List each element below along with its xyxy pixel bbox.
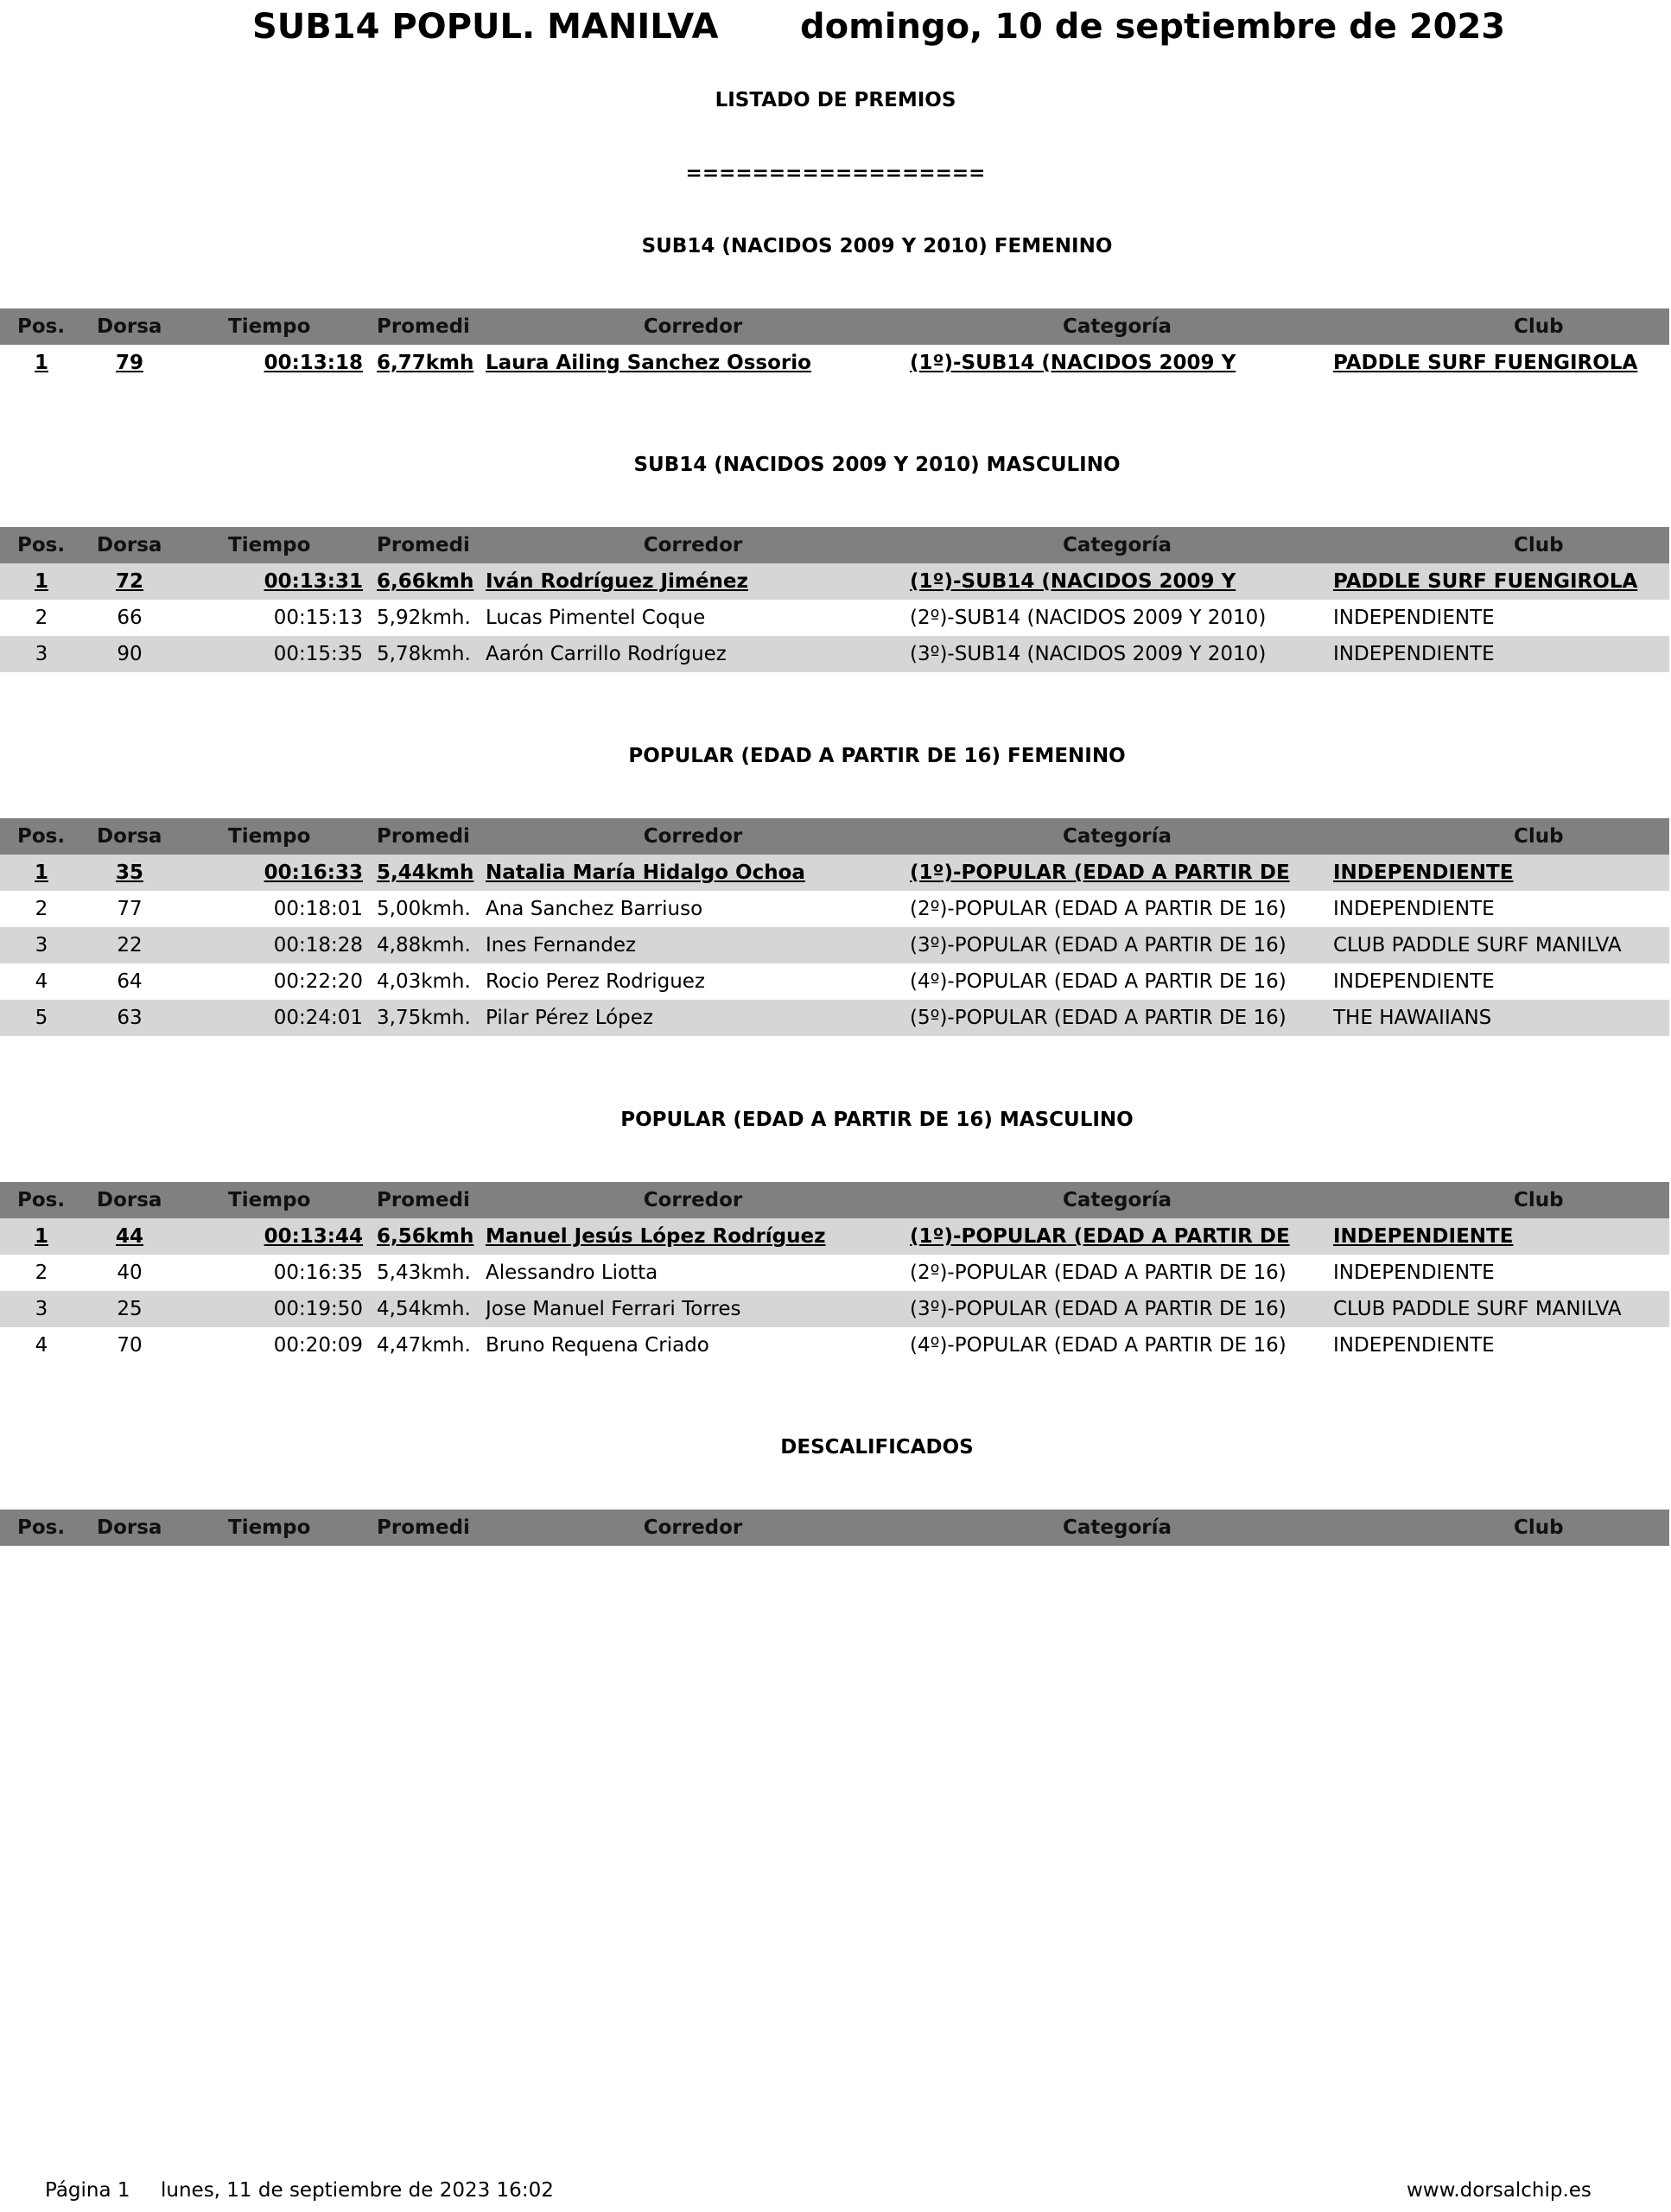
cell-club: INDEPENDIENTE [1333,861,1514,884]
cell-club: CLUB PADDLE SURF MANILVA [1333,934,1622,957]
cell-pos: 1 [34,861,48,884]
results-table [0,818,1669,1036]
cell-corredor: Rocio Perez Rodriguez [486,970,705,993]
cell-categoria: (1º)-SUB14 (NACIDOS 2009 Y [910,352,1236,374]
header-promedio: Promedi [377,1516,470,1539]
cell-corredor: Iván Rodríguez Jiménez [486,570,748,593]
cell-categoria: (2º)-POPULAR (EDAD A PARTIR DE 16) [910,1262,1287,1284]
header-club: Club [1514,315,1564,338]
cell-dorsa: 66 [117,607,143,629]
cell-pos: 2 [35,1262,48,1284]
cell-dorsa: 72 [115,570,143,593]
event-name: SUB14 POPUL. MANILVA [252,7,719,47]
report-subtitle: LISTADO DE PREMIOS [715,89,956,111]
cell-corredor: Aarón Carrillo Rodríguez [486,643,727,665]
cell-club: INDEPENDIENTE [1333,970,1495,993]
header-club: Club [1514,1189,1564,1211]
cell-promedio: 6,66kmh [377,570,474,593]
header-club: Club [1514,1516,1564,1539]
cell-promedio: 5,43kmh. [377,1262,471,1284]
cell-tiempo: 00:15:13 [273,607,363,629]
cell-pos: 1 [34,1225,48,1248]
cell-pos: 1 [34,570,48,593]
cell-promedio: 6,77kmh [377,352,474,374]
section-title: SUB14 (NACIDOS 2009 Y 2010) FEMENINO [641,235,1113,257]
header-tiempo: Tiempo [228,1516,311,1539]
cell-categoria: (2º)-SUB14 (NACIDOS 2009 Y 2010) [910,607,1267,629]
header-dorsa: Dorsa [97,1189,162,1211]
cell-tiempo: 00:19:50 [273,1298,363,1320]
header-club: Club [1514,534,1564,556]
section-title: SUB14 (NACIDOS 2009 Y 2010) MASCULINO [633,454,1121,476]
cell-club: PADDLE SURF FUENGIROLA [1333,570,1638,593]
results-table [0,1182,1669,1363]
table-header [0,1510,1669,1546]
header-tiempo: Tiempo [228,1189,311,1211]
cell-club: THE HAWAIIANS [1333,1007,1492,1029]
header-corredor: Corredor [643,1189,743,1211]
cell-corredor: Lucas Pimentel Coque [486,607,706,629]
header-categoria: Categoría [1062,534,1172,556]
cell-corredor: Manuel Jesús López Rodríguez [486,1225,826,1248]
cell-dorsa: 64 [117,970,143,993]
header-categoria: Categoría [1062,1189,1172,1211]
page-title [0,7,1671,59]
header-dorsa: Dorsa [97,315,162,338]
header-pos: Pos. [17,315,66,338]
table-row [0,1255,1669,1291]
header-club: Club [1514,825,1564,848]
section-title: POPULAR (EDAD A PARTIR DE 16) MASCULINO [620,1109,1134,1131]
cell-club: PADDLE SURF FUENGIROLA [1333,352,1638,374]
header-pos: Pos. [17,825,66,848]
cell-dorsa: 40 [117,1262,143,1284]
table-row [0,963,1669,1000]
cell-tiempo: 00:22:20 [273,970,363,993]
print-timestamp: lunes, 11 de septiembre de 2023 16:02 [161,2179,554,2202]
cell-tiempo: 00:15:35 [273,643,363,665]
cell-dorsa: 79 [115,352,143,374]
cell-dorsa: 90 [117,643,143,665]
cell-categoria: (2º)-POPULAR (EDAD A PARTIR DE 16) [910,898,1287,920]
table-header [0,1182,1669,1218]
cell-categoria: (3º)-POPULAR (EDAD A PARTIR DE 16) [910,934,1287,957]
cell-categoria: (5º)-POPULAR (EDAD A PARTIR DE 16) [910,1007,1287,1029]
event-date: domingo, 10 de septiembre de 2023 [800,7,1506,47]
table-row [0,563,1669,600]
header-promedio: Promedi [377,534,470,556]
cell-tiempo: 00:16:35 [273,1262,363,1284]
cell-dorsa: 22 [117,934,143,957]
cell-dorsa: 63 [117,1007,143,1029]
cell-corredor: Ana Sanchez Barriuso [486,898,703,920]
header-categoria: Categoría [1062,825,1172,848]
table-row [0,1327,1669,1363]
cell-promedio: 6,56kmh [377,1225,474,1248]
cell-promedio: 5,78kmh. [377,643,471,665]
header-tiempo: Tiempo [228,534,311,556]
cell-club: INDEPENDIENTE [1333,1225,1514,1248]
header-tiempo: Tiempo [228,315,311,338]
cell-tiempo: 00:13:31 [264,570,363,593]
cell-promedio: 5,00kmh. [377,898,471,920]
header-dorsa: Dorsa [97,1516,162,1539]
cell-corredor: Pilar Pérez López [486,1007,653,1029]
separator-line: ================== [685,162,986,185]
cell-pos: 1 [34,352,48,374]
cell-corredor: Laura Ailing Sanchez Ossorio [486,352,811,374]
header-dorsa: Dorsa [97,825,162,848]
cell-promedio: 5,44kmh [377,861,474,884]
cell-dorsa: 70 [117,1334,143,1357]
header-pos: Pos. [17,534,66,556]
cell-pos: 3 [35,1298,48,1320]
table-header [0,818,1669,855]
cell-club: INDEPENDIENTE [1333,643,1495,665]
header-promedio: Promedi [377,1189,470,1211]
cell-club: INDEPENDIENTE [1333,607,1495,629]
table-row [0,1000,1669,1036]
cell-pos: 2 [35,607,48,629]
cell-pos: 4 [35,970,48,993]
cell-categoria: (3º)-POPULAR (EDAD A PARTIR DE 16) [910,1298,1287,1320]
cell-dorsa: 25 [117,1298,143,1320]
page-number: Página 1 [45,2179,130,2202]
header-pos: Pos. [17,1189,66,1211]
cell-categoria: (1º)-SUB14 (NACIDOS 2009 Y [910,570,1236,593]
table-row [0,600,1669,636]
section-title: DESCALIFICADOS [780,1436,974,1459]
cell-pos: 5 [35,1007,48,1029]
cell-club: INDEPENDIENTE [1333,898,1495,920]
table-header [0,527,1669,563]
cell-corredor: Bruno Requena Criado [486,1334,709,1357]
cell-categoria: (1º)-POPULAR (EDAD A PARTIR DE [910,861,1290,884]
cell-tiempo: 00:16:33 [264,861,363,884]
header-pos: Pos. [17,1516,66,1539]
cell-corredor: Jose Manuel Ferrari Torres [486,1298,741,1320]
cell-promedio: 4,88kmh. [377,934,471,957]
header-corredor: Corredor [643,534,743,556]
cell-corredor: Natalia María Hidalgo Ochoa [486,861,805,884]
cell-tiempo: 00:13:18 [264,352,363,374]
header-corredor: Corredor [643,315,743,338]
table-row [0,1218,1669,1255]
cell-promedio: 3,75kmh. [377,1007,471,1029]
cell-tiempo: 00:18:28 [273,934,363,957]
cell-tiempo: 00:18:01 [273,898,363,920]
header-categoria: Categoría [1062,315,1172,338]
cell-pos: 3 [35,643,48,665]
header-tiempo: Tiempo [228,825,311,848]
header-promedio: Promedi [377,825,470,848]
cell-promedio: 5,92kmh. [377,607,471,629]
cell-pos: 2 [35,898,48,920]
cell-promedio: 4,03kmh. [377,970,471,993]
cell-categoria: (4º)-POPULAR (EDAD A PARTIR DE 16) [910,1334,1287,1357]
cell-corredor: Ines Fernandez [486,934,637,957]
section-title: POPULAR (EDAD A PARTIR DE 16) FEMENINO [628,745,1126,767]
table-row [0,855,1669,891]
header-corredor: Corredor [643,825,743,848]
header-dorsa: Dorsa [97,534,162,556]
cell-tiempo: 00:24:01 [273,1007,363,1029]
cell-categoria: (3º)-SUB14 (NACIDOS 2009 Y 2010) [910,643,1267,665]
header-categoria: Categoría [1062,1516,1172,1539]
cell-club: INDEPENDIENTE [1333,1262,1495,1284]
cell-tiempo: 00:13:44 [264,1225,363,1248]
results-table [0,308,1669,381]
cell-corredor: Alessandro Liotta [486,1262,658,1284]
cell-promedio: 4,54kmh. [377,1298,471,1320]
cell-dorsa: 44 [115,1225,143,1248]
cell-categoria: (4º)-POPULAR (EDAD A PARTIR DE 16) [910,970,1287,993]
results-table [0,527,1669,672]
cell-categoria: (1º)-POPULAR (EDAD A PARTIR DE [910,1225,1290,1248]
table-row [0,891,1669,927]
cell-pos: 4 [35,1334,48,1357]
table-row [0,636,1669,672]
cell-pos: 3 [35,934,48,957]
table-row [0,1291,1669,1327]
cell-promedio: 4,47kmh. [377,1334,471,1357]
table-row [0,345,1669,381]
cell-club: INDEPENDIENTE [1333,1334,1495,1357]
cell-tiempo: 00:20:09 [273,1334,363,1357]
cell-club: CLUB PADDLE SURF MANILVA [1333,1298,1622,1320]
header-promedio: Promedi [377,315,470,338]
table-header [0,308,1669,345]
cell-dorsa: 77 [117,898,143,920]
header-corredor: Corredor [643,1516,743,1539]
results-table [0,1510,1669,1546]
website-text: www.dorsalchip.es [1407,2179,1592,2202]
cell-dorsa: 35 [115,861,143,884]
table-row [0,927,1669,963]
